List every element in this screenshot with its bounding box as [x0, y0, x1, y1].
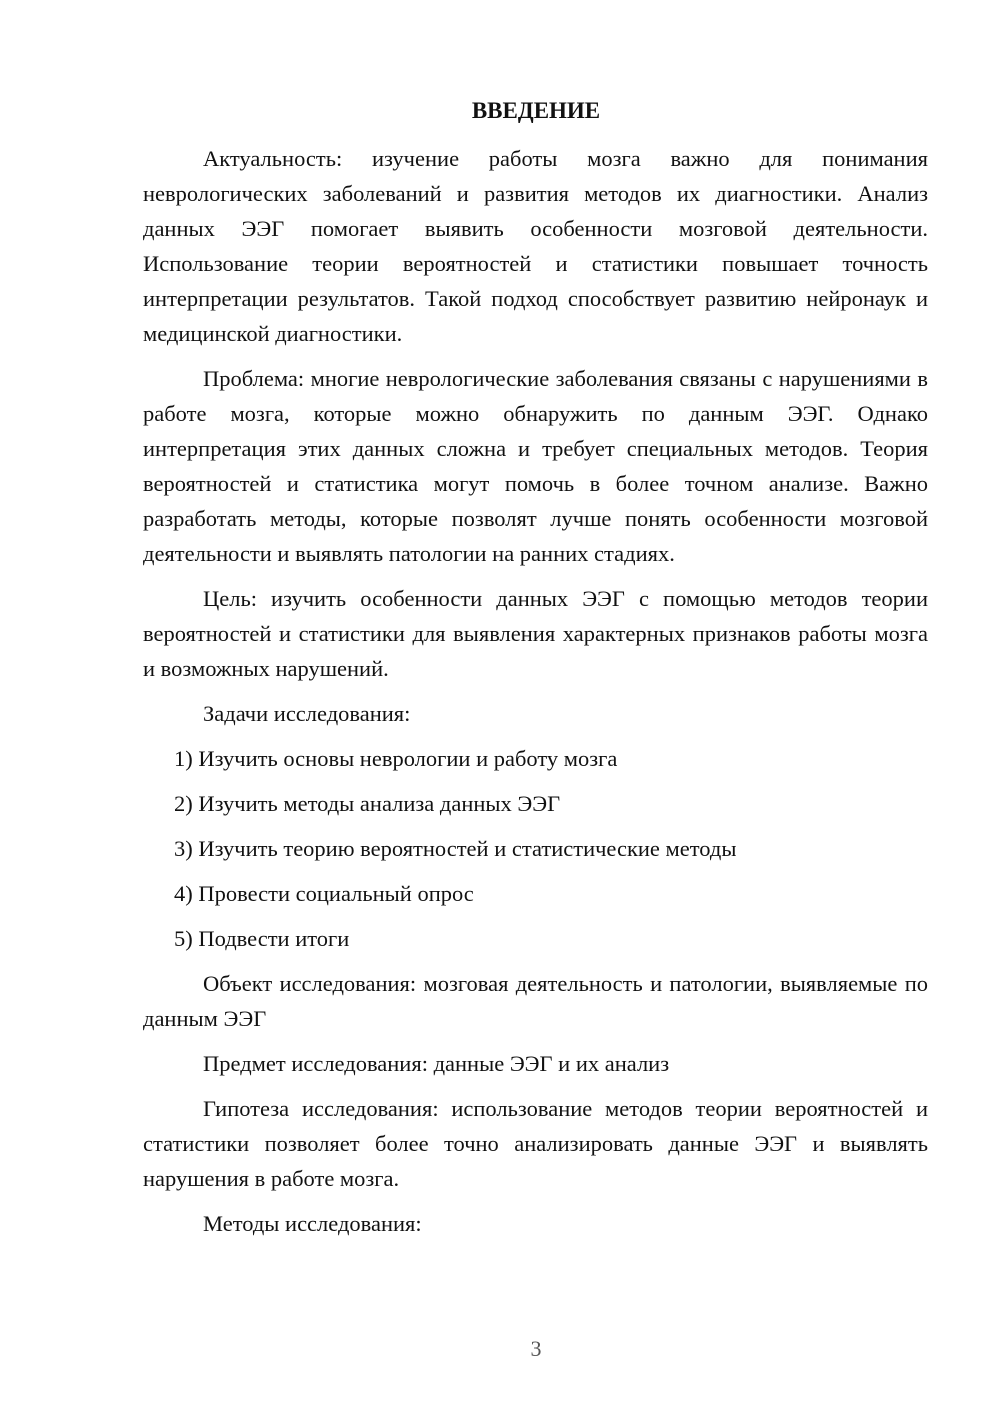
- page-content: [143, 141, 928, 1251]
- page-number: 3: [530, 1336, 542, 1361]
- paragraph-problem: Проблема: многие неврологические заболевания связаны с нарушениями в работе мозга, которые можно обнаружить по данным ЭЭГ. Однако интерпретация этих данных сложна и требует специальных методов. Теория вероятностей и статистика могут помочь в более точном анализе. Важно разработать методы, которые позволят лучше понять особенности мозговой деятельности и выявлять патологии на ранних стадиях.: [143, 366, 928, 566]
- paragraph-relevance: Актуальность: изучение работы мозга важно для понимания неврологических заболеваний и развития методов их диагностики. Анализ данных ЭЭГ помогает выявить особенности мозговой деятельности. Использование теории вероятностей и статистики повышает точность интерпретации результатов. Такой подход способствует развитию нейронаук и медицинской диагностики.: [143, 146, 928, 346]
- list-item: 3) Изучить теорию вероятностей и статистические методы: [174, 836, 737, 861]
- list-item: 4) Провести социальный опрос: [174, 881, 474, 906]
- paragraph-object: Объект исследования: мозговая деятельность и патологии, выявляемые по данным ЭЭГ: [143, 971, 928, 1031]
- task-list: [143, 741, 928, 956]
- list-item: 2) Изучить методы анализа данных ЭЭГ: [174, 791, 561, 816]
- list-item: 1) Изучить основы неврологии и работу мозга: [174, 746, 618, 771]
- paragraph-hypothesis: Гипотеза исследования: использование методов теории вероятностей и статистики позволяет более точно анализировать данные ЭЭГ и выявлять нарушения в работе мозга.: [143, 1096, 928, 1191]
- tasks-heading: Задачи исследования:: [203, 701, 411, 726]
- methods-heading: Методы исследования:: [203, 1211, 422, 1236]
- paragraph-subject: Предмет исследования: данные ЭЭГ и их анализ: [203, 1051, 670, 1076]
- list-item: 5) Подвести итоги: [174, 926, 350, 951]
- page-title: ВВЕДЕНИЕ: [471, 98, 601, 123]
- paragraph-goal: Цель: изучить особенности данных ЭЭГ с помощью методов теории вероятностей и статистики для выявления характерных признаков работы мозга и возможных нарушений.: [143, 586, 928, 681]
